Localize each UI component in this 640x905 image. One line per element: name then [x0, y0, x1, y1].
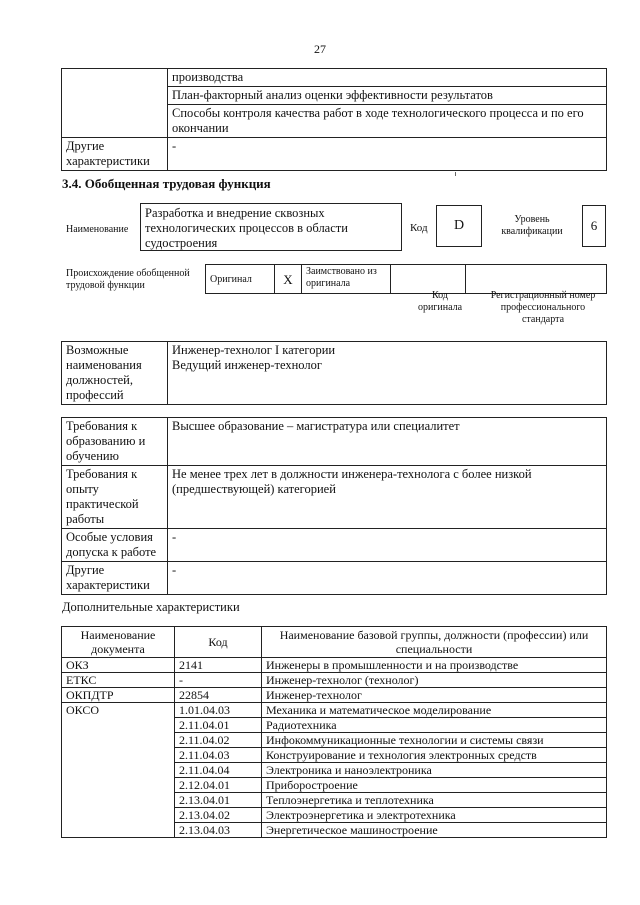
doc-cell: ОКСО — [62, 703, 175, 838]
name-cell: Электроэнергетика и электротехника — [262, 808, 607, 823]
table-row — [62, 703, 607, 718]
code-value-box — [436, 205, 482, 247]
table-row — [62, 138, 607, 171]
reg-number-caption: Регистрационный номер профессионального стандарта — [490, 290, 596, 325]
borrowed-label: Заимствовано из оригинала — [302, 265, 391, 294]
header-code: Код — [175, 627, 262, 658]
code-cell: - — [175, 673, 262, 688]
name-cell: Радиотехника — [262, 718, 607, 733]
page-number: 27 — [314, 42, 326, 56]
requirement-value: Не менее трех лет в должности инженера-технолога с более низкой (предшествующей) категорией — [168, 466, 607, 529]
original-label: Оригинал — [206, 265, 275, 294]
requirement-label: Другие характеристики — [62, 562, 168, 595]
table-row — [62, 418, 607, 466]
name-cell: Теплоэнергетика и теплотехника — [262, 793, 607, 808]
positions-label: Возможные наименования должностей, профессий — [62, 342, 168, 405]
name-value: Разработка и внедрение сквозных технологических процессов в области судостроения — [145, 206, 348, 250]
position-item: Ведущий инженер-технолог — [172, 358, 322, 372]
table-cell: План-факторный анализ оценки эффективности результатов — [168, 87, 607, 105]
code-label: Код — [410, 222, 428, 234]
table-row — [62, 466, 607, 529]
code-cell: 2141 — [175, 658, 262, 673]
doc-cell: ОКЗ — [62, 658, 175, 673]
requirements-table — [61, 417, 607, 595]
table-row — [62, 562, 607, 595]
additional-title: Дополнительные характеристики — [62, 600, 240, 614]
table-header-row — [62, 627, 607, 658]
requirement-label: Особые условия допуска к работе — [62, 529, 168, 562]
name-label: Наименование — [66, 224, 129, 235]
requirement-label: Требования к образованию и обучению — [62, 418, 168, 466]
name-cell: Инженер-технолог — [262, 688, 607, 703]
table-row — [62, 342, 607, 405]
code-cell: 2.11.04.01 — [175, 718, 262, 733]
table-cell: производства — [168, 69, 607, 87]
header-doc: Наименование документа — [62, 627, 175, 658]
additional-table — [61, 626, 607, 838]
table-cell: - — [168, 138, 607, 171]
name-value-box — [140, 203, 402, 251]
name-cell: Приборостроение — [262, 778, 607, 793]
name-cell: Энергетическое машиностроение — [262, 823, 607, 838]
code-cell: 2.13.04.03 — [175, 823, 262, 838]
name-cell: Конструирование и технология электронных средств — [262, 748, 607, 763]
scan-mark — [455, 172, 456, 176]
table-row — [62, 69, 607, 87]
requirement-value: Высшее образование – магистратура или специалитет — [168, 418, 607, 466]
requirement-value: - — [168, 562, 607, 595]
requirement-value: - — [168, 529, 607, 562]
header-name: Наименование базовой группы, должности (профессии) или специальности — [262, 627, 607, 658]
table-cell: Способы контроля качества работ в ходе технологического процесса и по его окончании — [168, 105, 607, 138]
code-cell: 22854 — [175, 688, 262, 703]
name-cell: Инфокоммуникационные технологии и системы связи — [262, 733, 607, 748]
code-cell: 2.13.04.01 — [175, 793, 262, 808]
top-table — [61, 68, 607, 171]
doc-cell: ЕТКС — [62, 673, 175, 688]
table-row — [62, 688, 607, 703]
code-value: D — [453, 218, 465, 233]
table-row — [62, 529, 607, 562]
section-title: 3.4. Обобщенная трудовая функция — [62, 176, 271, 191]
positions-values — [168, 342, 607, 405]
name-cell: Механика и математическое моделирование — [262, 703, 607, 718]
level-value-box — [582, 205, 606, 247]
original-mark: X — [275, 265, 302, 294]
row-label — [62, 69, 168, 138]
doc-cell: ОКПДТР — [62, 688, 175, 703]
code-cell: 2.13.04.02 — [175, 808, 262, 823]
level-value: 6 — [590, 218, 598, 233]
code-original-caption: Код оригинала — [417, 290, 463, 313]
row-label: Другие характеристики — [62, 138, 168, 171]
origin-label: Происхождение обобщенной трудовой функции — [66, 268, 190, 291]
code-cell: 1.01.04.03 — [175, 703, 262, 718]
name-cell: Электроника и наноэлектроника — [262, 763, 607, 778]
requirement-label: Требования к опыту практической работы — [62, 466, 168, 529]
table-row — [62, 673, 607, 688]
table-row — [62, 658, 607, 673]
code-cell: 2.11.04.04 — [175, 763, 262, 778]
code-cell: 2.11.04.03 — [175, 748, 262, 763]
position-item: Инженер-технолог I категории — [172, 343, 336, 357]
name-cell: Инженеры в промышленности и на производстве — [262, 658, 607, 673]
name-cell: Инженер-технолог (технолог) — [262, 673, 607, 688]
code-cell: 2.12.04.01 — [175, 778, 262, 793]
code-cell: 2.11.04.02 — [175, 733, 262, 748]
positions-table — [61, 341, 607, 405]
level-label: Уровень квалификации — [501, 214, 563, 237]
